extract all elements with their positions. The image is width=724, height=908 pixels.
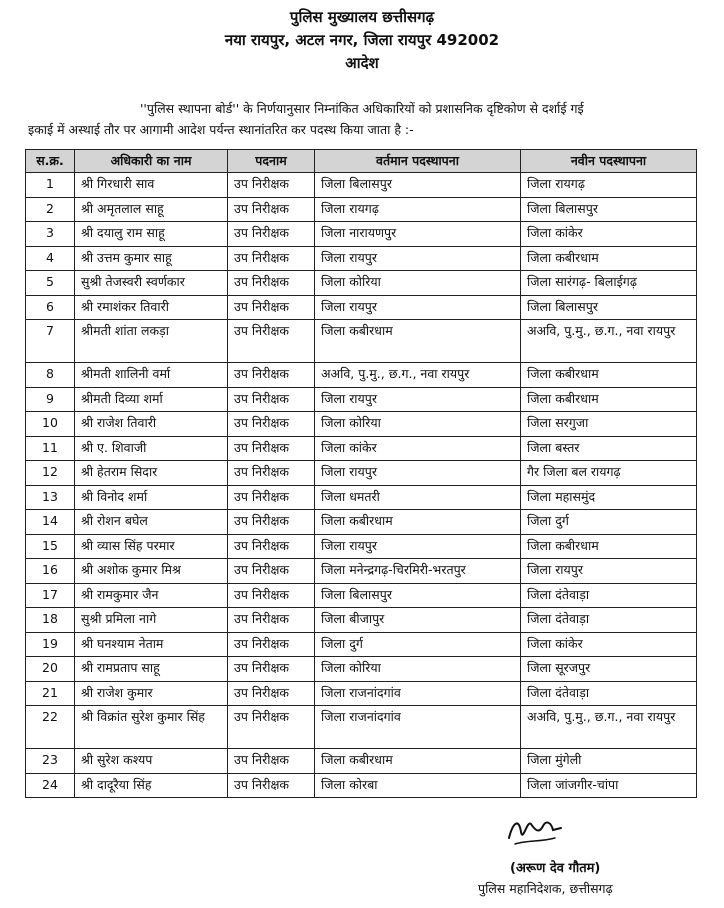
- cell-designation: उप निरीक्षक: [228, 320, 315, 363]
- cell-designation: उप निरीक्षक: [228, 197, 315, 222]
- cell-officer-name: श्री रामप्रताप साहू: [75, 657, 228, 682]
- signature-mark: [505, 812, 565, 854]
- cell-current-posting: जिला राजनांदगांव: [315, 681, 521, 706]
- cell-new-posting: जिला कबीरधाम: [521, 387, 697, 412]
- cell-sno: 17: [26, 583, 75, 608]
- cell-current-posting: जिला मनेन्द्रगढ़-चिरमिरी-भरतपुर: [315, 559, 521, 584]
- cell-current-posting: जिला कांकेर: [315, 436, 521, 461]
- cell-officer-name: श्रीमती शांता लकड़ा: [75, 320, 228, 363]
- cell-new-posting: जिला दुर्ग: [521, 510, 697, 535]
- intro-line-1: ''पुलिस स्थापना बोर्ड'' के निर्णयानुसार निम्नांकित अधिकारियों को प्रशासनिक दृष्टिकोण से दर्शाई गई: [140, 101, 584, 116]
- cell-officer-name: श्रीमती शालिनी वर्मा: [75, 363, 228, 388]
- cell-sno: 18: [26, 608, 75, 633]
- cell-new-posting: जिला बिलासपुर: [521, 197, 697, 222]
- table-row: [26, 271, 697, 296]
- table-row: [26, 295, 697, 320]
- cell-officer-name: श्री ए. शिवाजी: [75, 436, 228, 461]
- cell-officer-name: श्री विक्रांत सुरेश कुमार सिंह: [75, 706, 228, 749]
- cell-officer-name: श्री उत्तम कुमार साहू: [75, 246, 228, 271]
- cell-new-posting: अअवि, पु.मु., छ.ग., नवा रायपुर: [521, 706, 697, 749]
- cell-officer-name: श्री हेतराम सिदार: [75, 461, 228, 486]
- order-intro: [28, 98, 700, 140]
- table-row: [26, 706, 697, 749]
- cell-sno: 19: [26, 632, 75, 657]
- cell-sno: 21: [26, 681, 75, 706]
- cell-designation: उप निरीक्षक: [228, 363, 315, 388]
- cell-new-posting: जिला रायपुर: [521, 559, 697, 584]
- handwritten-signature-icon: [505, 812, 565, 850]
- cell-current-posting: जिला बिलासपुर: [315, 173, 521, 198]
- cell-sno: 20: [26, 657, 75, 682]
- cell-current-posting: अअवि, पु.मु., छ.ग., नवा रायपुर: [315, 363, 521, 388]
- cell-new-posting: जिला सरगुजा: [521, 412, 697, 437]
- col-header-current-posting: वर्तमान पदस्थापना: [315, 150, 521, 173]
- cell-sno: 11: [26, 436, 75, 461]
- cell-sno: 3: [26, 222, 75, 247]
- cell-officer-name: श्री दादूरैया सिंह: [75, 773, 228, 798]
- table-row: [26, 510, 697, 535]
- table-row: [26, 749, 697, 774]
- cell-current-posting: जिला धमतरी: [315, 485, 521, 510]
- cell-current-posting: जिला कोरिया: [315, 412, 521, 437]
- table-row: [26, 632, 697, 657]
- cell-officer-name: श्री घनश्याम नेताम: [75, 632, 228, 657]
- cell-new-posting: जिला मुंगेली: [521, 749, 697, 774]
- cell-current-posting: जिला रायगढ़: [315, 197, 521, 222]
- cell-sno: 9: [26, 387, 75, 412]
- cell-current-posting: जिला दुर्ग: [315, 632, 521, 657]
- office-name: पुलिस मुख्यालय छत्तीसगढ़: [289, 8, 435, 26]
- cell-designation: उप निरीक्षक: [228, 485, 315, 510]
- cell-current-posting: जिला कबीरधाम: [315, 749, 521, 774]
- cell-current-posting: जिला कोरबा: [315, 773, 521, 798]
- cell-officer-name: श्री राजेश कुमार: [75, 681, 228, 706]
- cell-new-posting: जिला रायगढ़: [521, 173, 697, 198]
- cell-officer-name: सुश्री तेजस्वरी स्वर्णकार: [75, 271, 228, 296]
- table-row: [26, 773, 697, 798]
- table-row: [26, 436, 697, 461]
- cell-new-posting: जिला दंतेवाड़ा: [521, 583, 697, 608]
- cell-current-posting: जिला बिलासपुर: [315, 583, 521, 608]
- cell-officer-name: सुश्री प्रमिला नागे: [75, 608, 228, 633]
- transfer-table: [25, 149, 697, 798]
- cell-sno: 23: [26, 749, 75, 774]
- intro-line-2: इकाई में अस्थाई तौर पर आगामी आदेश पर्यन्त स्थानांतरित कर पदस्थ किया जाता है :-: [28, 122, 414, 137]
- col-header-new-posting: नवीन पदस्थापना: [521, 150, 697, 173]
- table-row: [26, 363, 697, 388]
- cell-new-posting: जिला जांजगीर-चांपा: [521, 773, 697, 798]
- cell-current-posting: जिला रायपुर: [315, 461, 521, 486]
- cell-new-posting: जिला कांकेर: [521, 632, 697, 657]
- cell-designation: उप निरीक्षक: [228, 632, 315, 657]
- cell-designation: उप निरीक्षक: [228, 583, 315, 608]
- table-row: [26, 461, 697, 486]
- cell-new-posting: जिला दंतेवाड़ा: [521, 681, 697, 706]
- cell-sno: 10: [26, 412, 75, 437]
- cell-current-posting: जिला राजनांदगांव: [315, 706, 521, 749]
- cell-officer-name: श्रीमती दिव्या शर्मा: [75, 387, 228, 412]
- cell-sno: 4: [26, 246, 75, 271]
- table-row: [26, 534, 697, 559]
- cell-current-posting: जिला कबीरधाम: [315, 510, 521, 535]
- table-row: [26, 608, 697, 633]
- office-address: नया रायपुर, अटल नगर, जिला रायपुर 492002: [224, 31, 500, 49]
- cell-designation: उप निरीक्षक: [228, 681, 315, 706]
- cell-designation: उप निरीक्षक: [228, 559, 315, 584]
- col-header-post: पदनाम: [228, 150, 315, 173]
- cell-new-posting: जिला कांकेर: [521, 222, 697, 247]
- cell-sno: 13: [26, 485, 75, 510]
- cell-sno: 12: [26, 461, 75, 486]
- cell-current-posting: जिला बीजापुर: [315, 608, 521, 633]
- cell-current-posting: जिला रायपुर: [315, 387, 521, 412]
- cell-new-posting: जिला दंतेवाड़ा: [521, 608, 697, 633]
- cell-designation: उप निरीक्षक: [228, 271, 315, 296]
- cell-officer-name: श्री रोशन बघेल: [75, 510, 228, 535]
- cell-officer-name: श्री अशोक कुमार मिश्र: [75, 559, 228, 584]
- cell-officer-name: श्री रमाशंकर तिवारी: [75, 295, 228, 320]
- signatory-name: (अरूण देव गौतम): [510, 861, 601, 876]
- cell-sno: 15: [26, 534, 75, 559]
- cell-current-posting: जिला रायपुर: [315, 295, 521, 320]
- cell-current-posting: जिला नारायणपुर: [315, 222, 521, 247]
- cell-sno: 22: [26, 706, 75, 749]
- table-row: [26, 583, 697, 608]
- cell-new-posting: जिला कबीरधाम: [521, 363, 697, 388]
- cell-designation: उप निरीक्षक: [228, 222, 315, 247]
- cell-sno: 2: [26, 197, 75, 222]
- cell-new-posting: जिला सारंगढ़- बिलाईगढ़: [521, 271, 697, 296]
- order-title: आदेश: [345, 54, 379, 72]
- cell-sno: 7: [26, 320, 75, 363]
- cell-sno: 16: [26, 559, 75, 584]
- table-row: [26, 559, 697, 584]
- cell-designation: उप निरीक्षक: [228, 295, 315, 320]
- table-row: [26, 681, 697, 706]
- signatory-designation: पुलिस महानिदेशक, छत्तीसगढ़: [478, 881, 613, 896]
- cell-new-posting: जिला बिलासपुर: [521, 295, 697, 320]
- table-row: [26, 197, 697, 222]
- col-header-sno: स.क्र.: [26, 150, 75, 173]
- cell-new-posting: जिला कबीरधाम: [521, 534, 697, 559]
- document-header: [0, 6, 724, 75]
- cell-current-posting: जिला कोरिया: [315, 657, 521, 682]
- cell-designation: उप निरीक्षक: [228, 461, 315, 486]
- cell-officer-name: श्री अमृतलाल साहू: [75, 197, 228, 222]
- cell-new-posting: जिला महासमुंद: [521, 485, 697, 510]
- col-header-name: अधिकारी का नाम: [75, 150, 228, 173]
- cell-designation: उप निरीक्षक: [228, 773, 315, 798]
- table-header-row: [26, 150, 697, 173]
- table-row: [26, 246, 697, 271]
- cell-designation: उप निरीक्षक: [228, 608, 315, 633]
- cell-sno: 24: [26, 773, 75, 798]
- cell-officer-name: श्री राजेश तिवारी: [75, 412, 228, 437]
- table-row: [26, 412, 697, 437]
- cell-officer-name: श्री दयालु राम साहू: [75, 222, 228, 247]
- cell-designation: उप निरीक्षक: [228, 510, 315, 535]
- cell-officer-name: श्री सुरेश कश्यप: [75, 749, 228, 774]
- table-row: [26, 173, 697, 198]
- cell-designation: उप निरीक्षक: [228, 173, 315, 198]
- table-body: [26, 173, 697, 798]
- cell-officer-name: श्री व्यास सिंह परमार: [75, 534, 228, 559]
- table-row: [26, 387, 697, 412]
- cell-sno: 14: [26, 510, 75, 535]
- cell-current-posting: जिला रायपुर: [315, 246, 521, 271]
- table-row: [26, 320, 697, 363]
- cell-new-posting: जिला कबीरधाम: [521, 246, 697, 271]
- table-row: [26, 657, 697, 682]
- table-row: [26, 222, 697, 247]
- cell-designation: उप निरीक्षक: [228, 412, 315, 437]
- cell-sno: 1: [26, 173, 75, 198]
- cell-sno: 8: [26, 363, 75, 388]
- cell-designation: उप निरीक्षक: [228, 246, 315, 271]
- cell-designation: उप निरीक्षक: [228, 706, 315, 749]
- cell-officer-name: श्री गिरधारी साव: [75, 173, 228, 198]
- cell-designation: उप निरीक्षक: [228, 749, 315, 774]
- cell-designation: उप निरीक्षक: [228, 387, 315, 412]
- cell-designation: उप निरीक्षक: [228, 534, 315, 559]
- cell-sno: 6: [26, 295, 75, 320]
- cell-new-posting: जिला सूरजपुर: [521, 657, 697, 682]
- cell-new-posting: जिला बस्तर: [521, 436, 697, 461]
- cell-new-posting: अअवि, पु.मु., छ.ग., नवा रायपुर: [521, 320, 697, 363]
- cell-new-posting: गैर जिला बल रायगढ़: [521, 461, 697, 486]
- cell-current-posting: जिला कबीरधाम: [315, 320, 521, 363]
- cell-designation: उप निरीक्षक: [228, 436, 315, 461]
- cell-designation: उप निरीक्षक: [228, 657, 315, 682]
- cell-current-posting: जिला रायपुर: [315, 534, 521, 559]
- cell-officer-name: श्री रामकुमार जैन: [75, 583, 228, 608]
- cell-sno: 5: [26, 271, 75, 296]
- cell-officer-name: श्री विनोद शर्मा: [75, 485, 228, 510]
- table-row: [26, 485, 697, 510]
- cell-current-posting: जिला कोरिया: [315, 271, 521, 296]
